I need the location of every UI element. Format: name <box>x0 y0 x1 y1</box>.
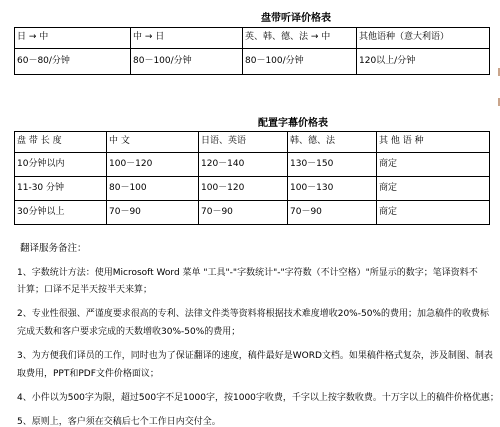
price-cell: 60－80/分钟 <box>15 49 131 75</box>
table1-title: 盘带听译价格表 <box>261 13 331 24</box>
table-cell: 11-30 分钟 <box>15 177 107 201</box>
table-cell: 70－90 <box>199 201 288 225</box>
audio-translation-price-table <box>14 27 490 75</box>
header-cell: 韩、德、法 <box>288 132 377 153</box>
note-line: 计算；口译不足半天按半天来算； <box>17 285 153 295</box>
header-cell: 其他语种（意大利语） <box>357 28 490 49</box>
note-line: 5、原则上，客户须在交稿后七个工作日内交付全。 <box>17 417 221 427</box>
header-cell: 盘 带 长 度 <box>15 132 107 153</box>
note-line: 3、为方便我们译员的工作，同时也为了保证翻译的速度，稿件最好是WORD文档。如果稿件格式复杂，涉及制图、制表 <box>17 351 493 361</box>
note-line: 4、小件以为500字为限，超过500字不足1000字，按1000字收费，千字以上按字数收费。十万字以上的稿件价格优惠； <box>17 393 499 403</box>
header-cell: 日语、英语 <box>199 132 288 153</box>
table-cell: 商定 <box>377 177 490 201</box>
note-line: 完成天数和客户要求完成的天数增收30%-50%的费用； <box>17 327 241 337</box>
table-row <box>15 177 490 201</box>
note-line: 1、字数统计方法：使用Microsoft Word 菜单 "工具"-"字数统计"-"字符数（不计空格）"所显示的数字；笔译资料不 <box>17 268 478 278</box>
price-cell: 120以上/分钟 <box>357 49 490 75</box>
header-cell: 日 → 中 <box>15 28 131 49</box>
notes-title: 翻译服务备注： <box>20 243 87 254</box>
table-cell: 30分钟以上 <box>15 201 107 225</box>
table-cell: 100－120 <box>199 177 288 201</box>
subtitle-price-table <box>14 131 490 225</box>
header-cell: 英、韩、德、法 → 中 <box>243 28 357 49</box>
note-line: 2、专业性很强、严谨度要求很高的专利、法律文件类等资料将根据技术难度增收20%-50%的费用；加急稿件的收费标 <box>17 309 489 319</box>
table-row <box>15 201 490 225</box>
note-line: 取费用，PPT和PDF文件价格面议； <box>17 369 159 379</box>
table-cell: 10分钟以内 <box>15 153 107 177</box>
table-cell: 商定 <box>377 153 490 177</box>
table-cell: 120－140 <box>199 153 288 177</box>
table-cell: 130－150 <box>288 153 377 177</box>
header-cell: 中 文 <box>107 132 199 153</box>
table-cell: 70－90 <box>107 201 199 225</box>
table-cell: 商定 <box>377 201 490 225</box>
table-row <box>15 153 490 177</box>
table-cell: 100－120 <box>107 153 199 177</box>
table-cell: 80－100 <box>107 177 199 201</box>
table2-title: 配置字幕价格表 <box>258 118 328 129</box>
price-cell: 80－100/分钟 <box>131 49 243 75</box>
price-cell: 80－100/分钟 <box>243 49 357 75</box>
header-cell: 其 他 语 种 <box>377 132 490 153</box>
table-cell: 100－130 <box>288 177 377 201</box>
table-cell: 70－90 <box>288 201 377 225</box>
header-cell: 中 → 日 <box>131 28 243 49</box>
